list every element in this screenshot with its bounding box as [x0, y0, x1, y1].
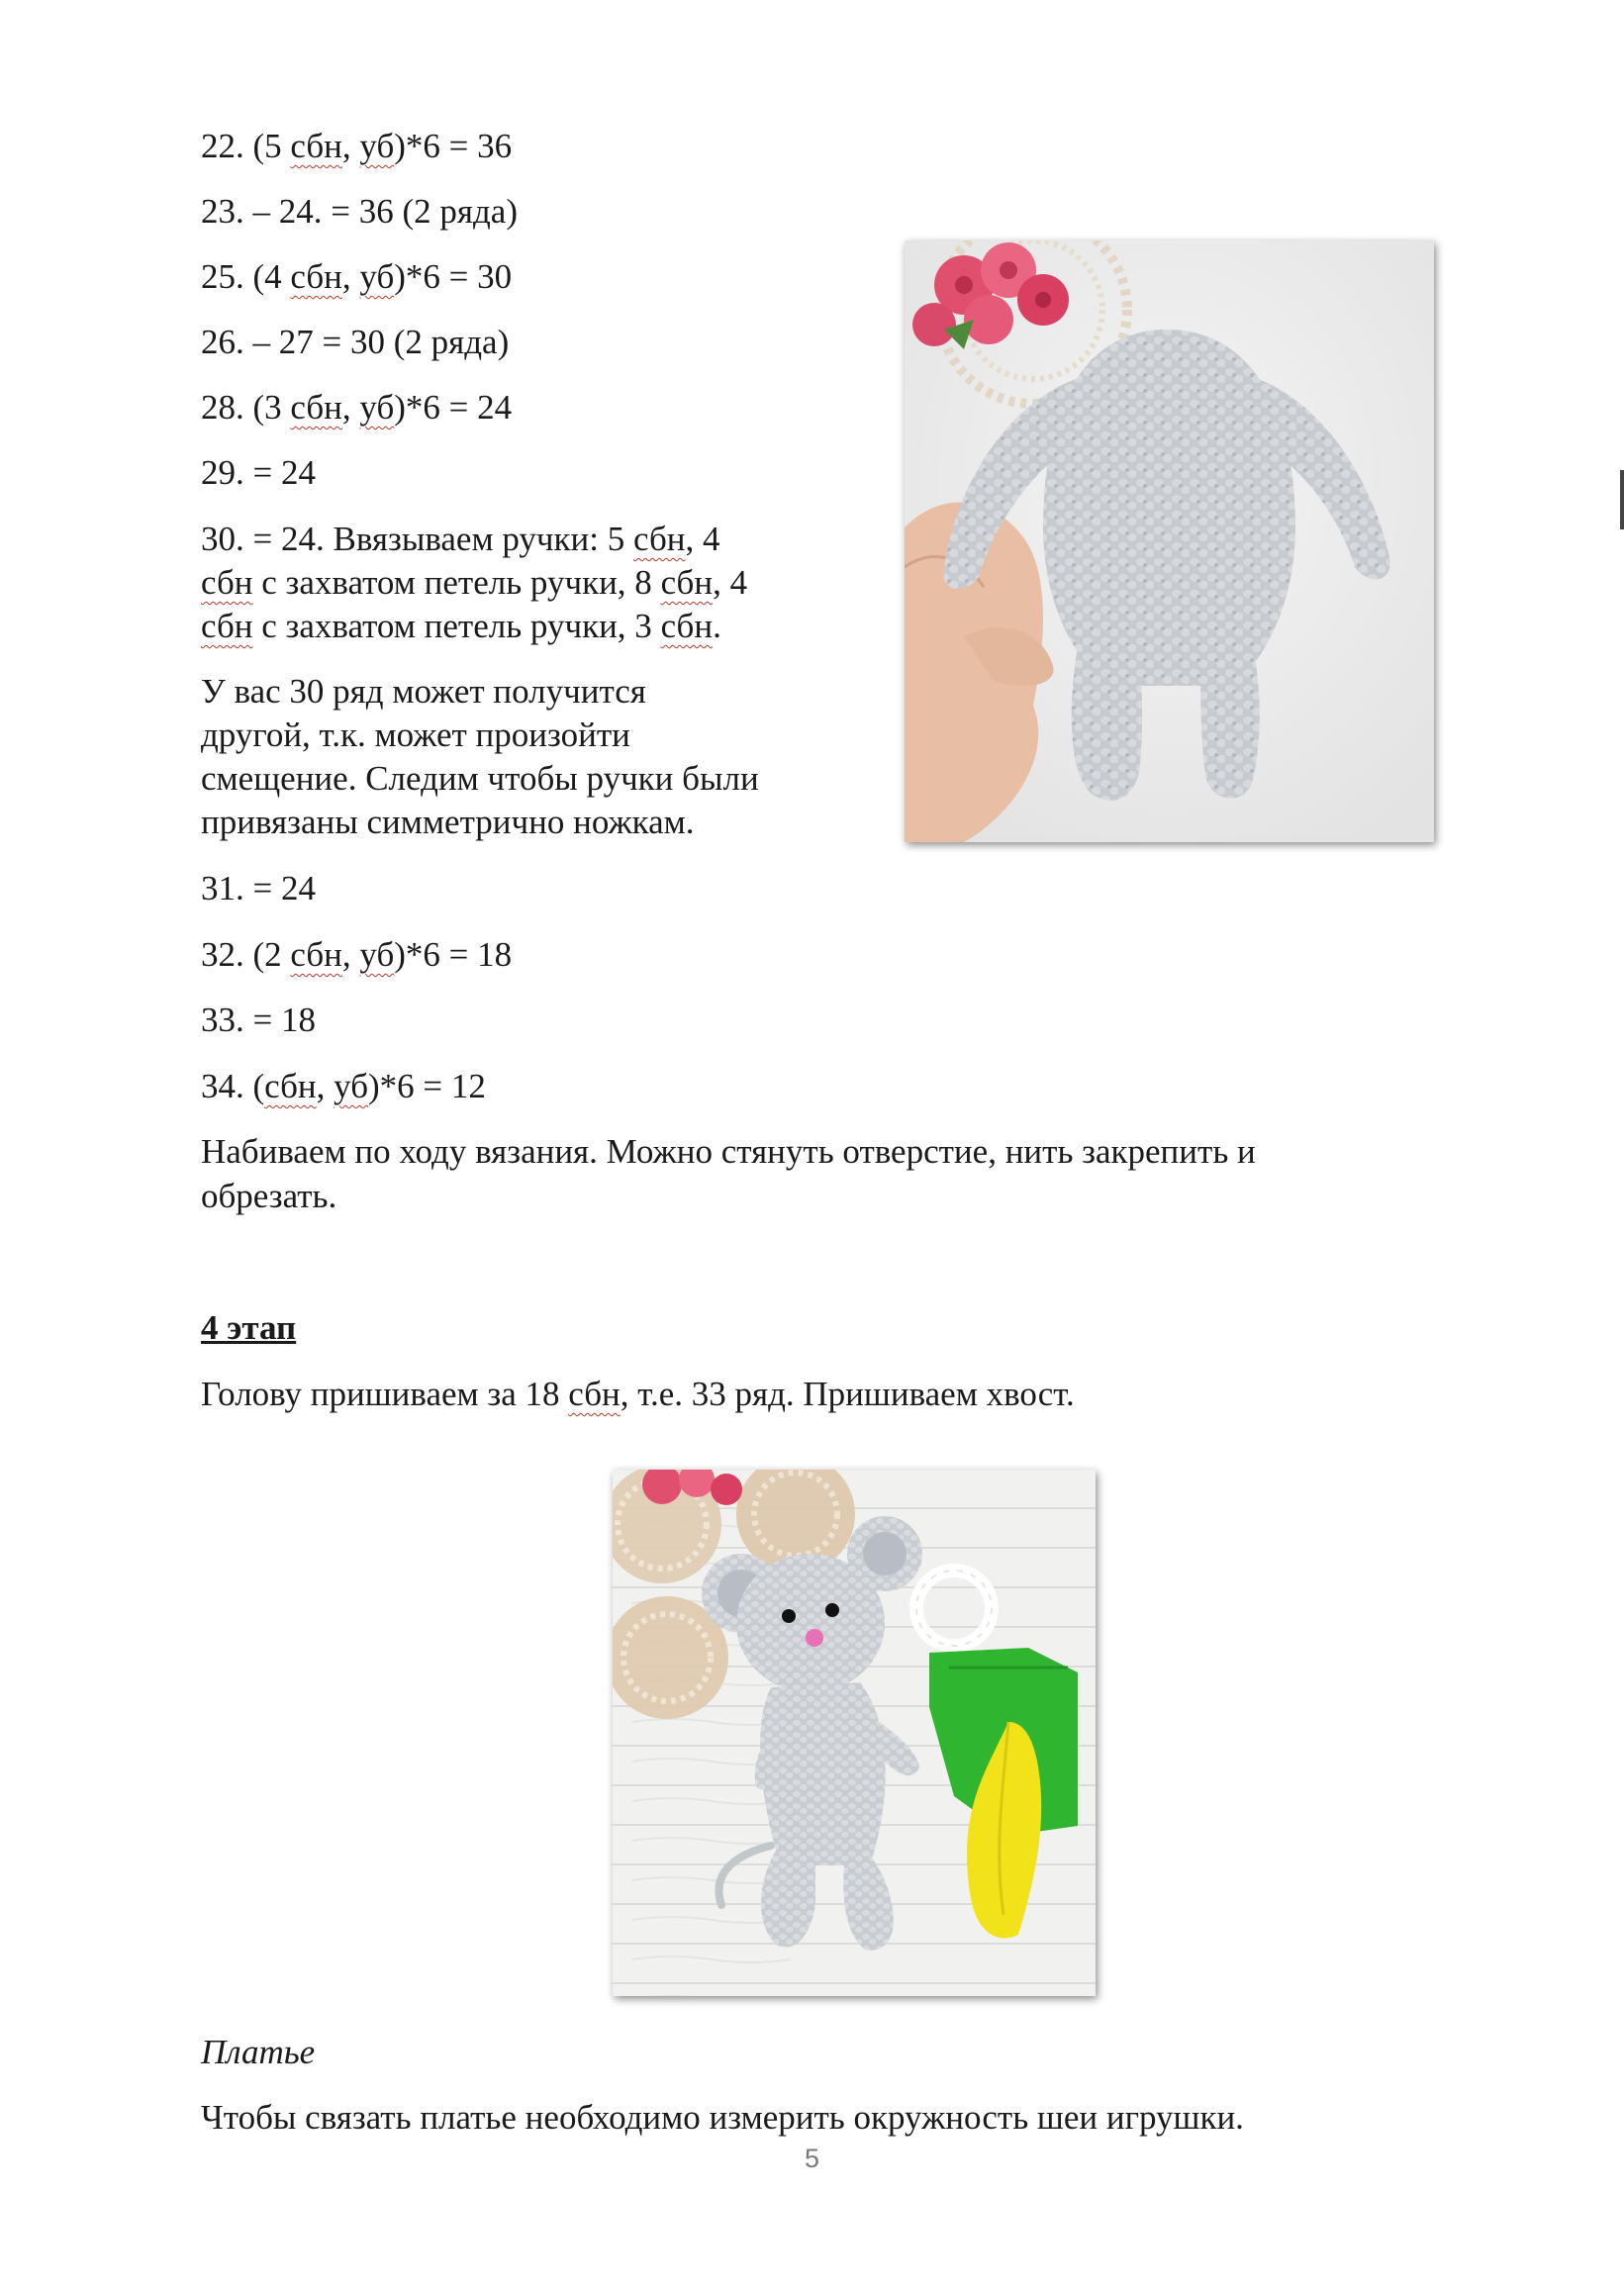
row-26-27: 26. – 27 = 30 (2 ряда) — [201, 323, 510, 361]
page-edge-marker — [1620, 470, 1624, 529]
note-line-4: привязаны симметрично ножкам. — [201, 803, 695, 841]
row-30-line-1: 30. = 24. Ввязываем ручки: 5 сбн, 4 — [201, 520, 720, 558]
page-number: 5 — [804, 2144, 820, 2173]
note-line-1: У вас 30 ряд может получится — [201, 672, 646, 711]
row-34: 34. (сбн, уб)*6 = 12 — [201, 1067, 486, 1105]
row-33: 33. = 18 — [201, 1001, 316, 1039]
stuffing-line-2: обрезать. — [201, 1177, 337, 1215]
stage-4-text: Голову пришиваем за 18 сбн, т.е. 33 ряд. Пришиваем хвост. — [201, 1375, 1075, 1413]
row-32: 32. (2 сбн, уб)*6 = 18 — [201, 935, 513, 974]
note-line-3: смещение. Следим чтобы ручки были — [201, 759, 759, 798]
row-23-24: 23. – 24. = 36 (2 ряда) — [201, 192, 518, 231]
row-25: 25. (4 сбн, уб)*6 = 30 — [201, 257, 513, 296]
note-line-2: другой, т.к. может произойти — [201, 715, 630, 754]
row-31: 31. = 24 — [201, 869, 316, 907]
row-29: 29. = 24 — [201, 453, 316, 492]
row-30-line-3: сбн с захватом петель ручки, 3 сбн. — [201, 607, 721, 645]
row-22: 22. (5 сбн, уб)*6 = 36 — [201, 127, 513, 165]
row-28: 28. (3 сбн, уб)*6 = 24 — [201, 388, 513, 427]
dress-text: Чтобы связать платье необходимо измерить окружность шеи игрушки. — [201, 2098, 1244, 2137]
photo-toy-body-back — [905, 240, 1434, 842]
stuffing-line-1: Набиваем по ходу вязания. Можно стянуть отверстие, нить закрепить и — [201, 1132, 1256, 1171]
row-30-line-2: сбн с захватом петель ручки, 8 сбн, 4 — [201, 563, 748, 602]
dress-heading: Платье — [201, 2033, 316, 2071]
photo-mouse-toy-with-dress — [613, 1470, 1096, 1996]
stage-4-heading: 4 этап — [201, 1308, 297, 1347]
